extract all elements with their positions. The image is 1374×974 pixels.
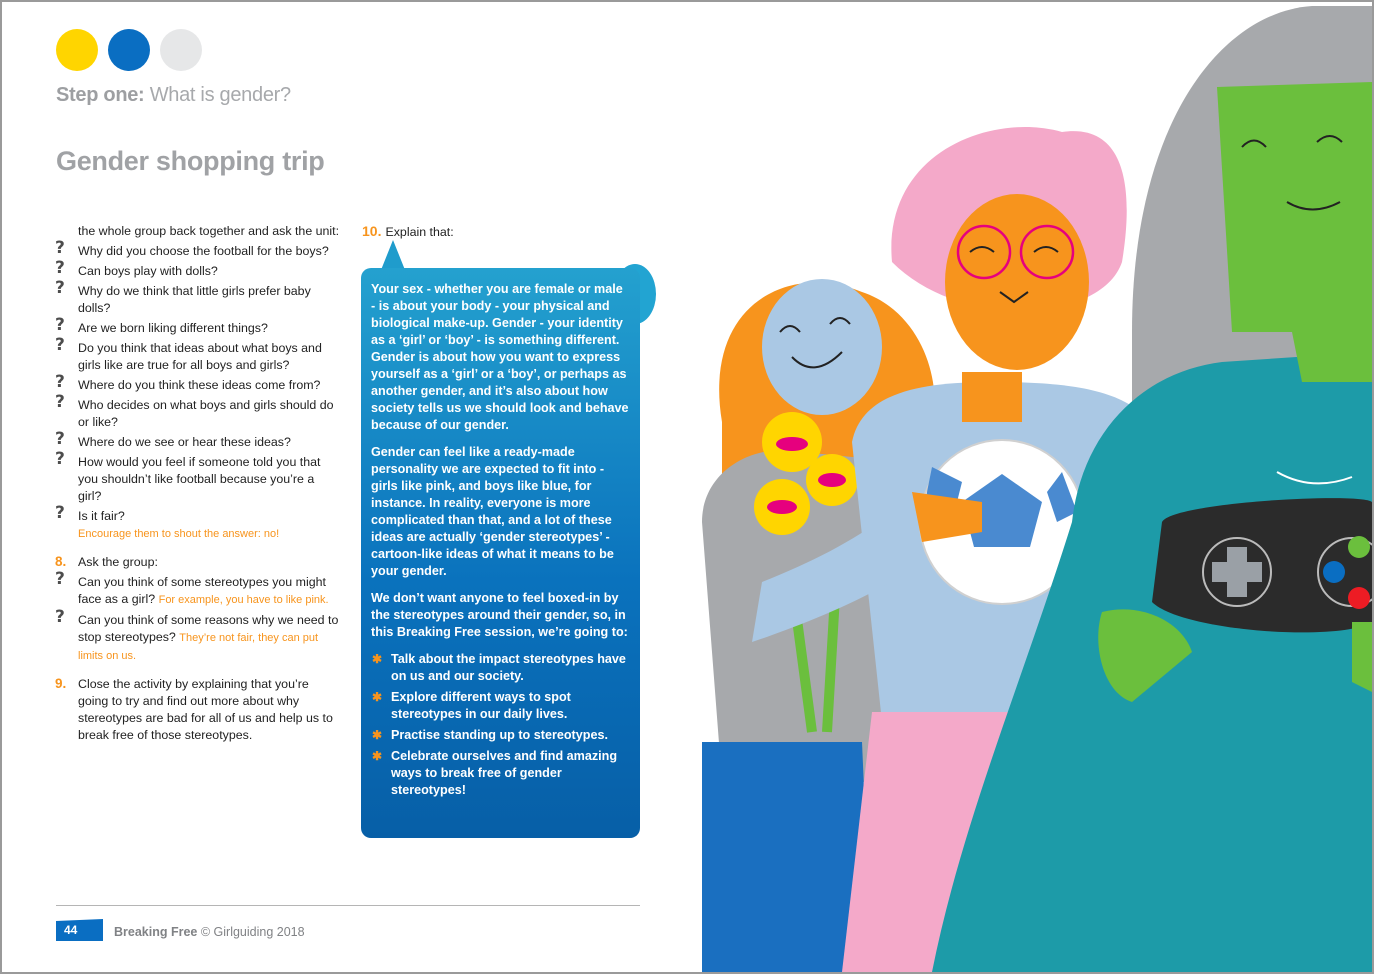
page-number: 44 <box>64 923 78 937</box>
progress-dot-yellow <box>56 29 98 71</box>
step-9: 9. Close the activity by explaining that you’re going to try and find out more about why stereotypes are bad for all of us and help us to break free of those stereotypes. <box>55 676 333 742</box>
list-item: ? Why do we think that little girls prefer baby dolls? <box>55 278 311 315</box>
goals-list <box>371 651 630 799</box>
list-item: ✱ Practise standing up to stereotypes. <box>372 728 608 742</box>
list-item: ? Can you think of some reasons why we need to stop stereotypes? They’re not fair, they can put limits on us. <box>55 607 339 662</box>
publication-name: Breaking Free <box>114 925 198 939</box>
instructions-column <box>55 223 340 747</box>
list-item: ? Is it fair? Encourage them to shout the answer: no! <box>55 503 280 540</box>
answer-note: They’re not fair, they can put limits on us. <box>78 632 319 662</box>
question-icon: ? <box>55 607 65 627</box>
question-icon: ? <box>55 449 65 469</box>
progress-dot-grey <box>160 29 202 71</box>
step-number: 8. <box>55 554 67 569</box>
star-icon: ✱ <box>372 690 383 704</box>
list-item: ✱ Explore different ways to spot stereotypes in our daily lives. <box>372 690 571 721</box>
step-label: Step one: <box>56 84 145 106</box>
star-icon: ✱ <box>372 652 383 666</box>
footer-divider <box>56 905 640 906</box>
page-title: Gender shopping trip <box>56 146 325 176</box>
bubble-paragraph-3: We don’t want anyone to feel boxed-in by the stereotypes around their gender, so, in this Breaking Free session, we’re going to: <box>371 591 628 639</box>
step-heading <box>56 84 291 107</box>
list-item: ? Where do we see or hear these ideas? <box>55 429 291 449</box>
question-icon: ? <box>55 315 65 335</box>
bubble-paragraph-2: Gender can feel like a ready-made personality we are expected to fit into - girls like pink, and boys like blue, for instance. In reality, everyone is more complicated than that, and a lot of these ideas are actually ‘gender stereotypes’ - cartoon-like ideas of what it means to be your gender. <box>371 445 614 578</box>
question-icon: ? <box>55 372 65 392</box>
copyright: © Girlguiding 2018 <box>200 925 305 939</box>
step-10: 10. Explain that: <box>362 223 454 239</box>
star-icon: ✱ <box>372 749 383 763</box>
list-item: ✱ Celebrate ourselves and find amazing ways to break free of gender stereotypes! <box>372 749 618 797</box>
answer-note: Encourage them to shout the answer: no! <box>78 528 280 540</box>
answer-note: For example, you have to like pink. <box>158 594 329 606</box>
step-number: 9. <box>55 676 67 691</box>
list-item: ? Why did you choose the football for the boys? <box>55 238 329 258</box>
list-item: ? Can boys play with dolls? <box>55 258 218 278</box>
star-icon: ✱ <box>372 728 383 742</box>
step-number: 10. <box>362 223 382 239</box>
intro-text: the whole group back together and ask the unit: <box>78 224 340 238</box>
illustration-three-girls <box>662 2 1372 972</box>
footer-credit <box>114 925 305 939</box>
progress-dots <box>56 29 202 71</box>
question-icon: ? <box>55 392 65 412</box>
progress-dot-blue <box>108 29 150 71</box>
list-item: ? How would you feel if someone told you that you shouldn’t like football because you’re a girl? <box>55 449 321 503</box>
list-item: ? Where do you think these ideas come from? <box>55 372 321 392</box>
question-icon: ? <box>55 238 65 258</box>
question-icon: ? <box>55 569 65 589</box>
explanation-bubble <box>361 268 640 838</box>
list-item: ? Are we born liking different things? <box>55 315 268 335</box>
question-icon: ? <box>55 429 65 449</box>
question-icon: ? <box>55 258 65 278</box>
list-item: ? Who decides on what boys and girls should do or like? <box>55 392 334 429</box>
question-icon: ? <box>55 278 65 298</box>
question-icon: ? <box>55 335 65 355</box>
step-8: 8. Ask the group: <box>55 554 158 569</box>
list-item: ✱ Talk about the impact stereotypes have on us and our society. <box>372 652 626 683</box>
question-icon: ? <box>55 503 65 523</box>
bubble-paragraph-1: Your sex - whether you are female or male - is about your body - your physical and biological make-up. Gender - your identity as a ‘girl’ or ‘boy’ - is something different. Gender is about how you want to express yourself as a ‘girl’ or a ‘boy’, or perhaps as another gender, and it’s also about how society tells us we should look and behave because of our gender. <box>371 282 629 432</box>
list-item: ? Do you think that ideas about what boys and girls like are true for all boys and girls? <box>55 335 322 372</box>
list-item: ? Can you think of some stereotypes you might face as a girl? For example, you have to like pink. <box>55 569 329 606</box>
step-title: What is gender? <box>149 84 291 106</box>
